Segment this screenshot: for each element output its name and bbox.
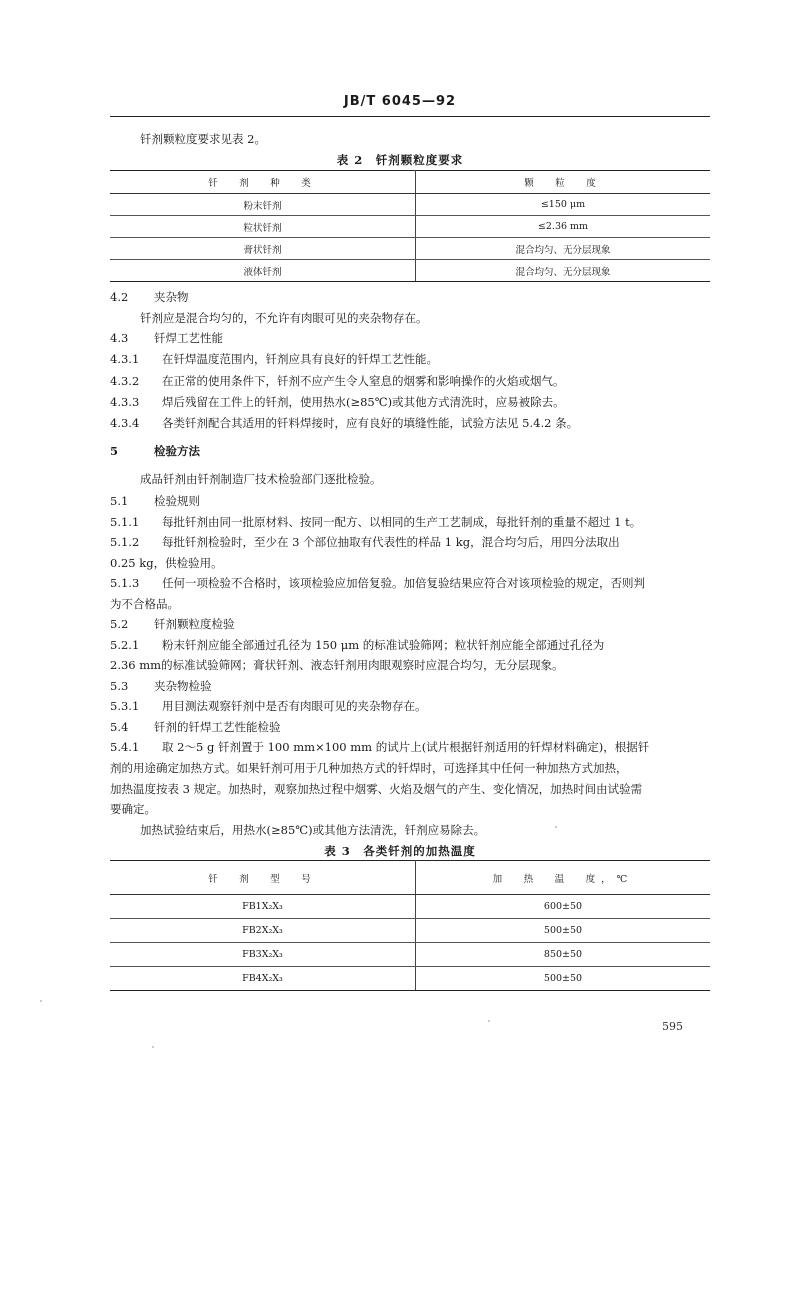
table-row (110, 967, 710, 991)
table-row (110, 238, 710, 260)
section-number: 5.1 (110, 494, 129, 508)
table-cell: 液体钎剂 (110, 260, 416, 282)
clause-text: 粉末钎剂应能全部通过孔径为 150 μm 的标准试验筛网；粒状钎剂应能全部通过孔径为 (162, 638, 605, 652)
section-number: 5 (110, 444, 119, 458)
clause-text: 每批钎剂检验时，至少在 3 个部位抽取有代表性的样品 1 kg，混合均匀后，用四分法取出 (162, 535, 620, 549)
clause-number: 5.1.3 (110, 576, 140, 590)
table-header-cell: 钎 剂 种 类 (110, 171, 416, 194)
table2-intro: 钎剂颗粒度要求见表 2。 (140, 132, 266, 146)
table-header-cell: 颗 粒 度 (416, 171, 711, 194)
section-title: 检验规则 (154, 494, 200, 508)
clause-4-3-3 (110, 395, 565, 410)
clause-4-3-4 (110, 416, 578, 431)
clause-text: 在正常的使用条件下，钎剂不应产生令人窒息的烟雾和影响操作的火焰或烟气。 (162, 374, 565, 388)
section-number: 5.4 (110, 720, 129, 734)
table-row (110, 260, 710, 282)
section-title: 夹杂物检验 (154, 679, 212, 693)
clause-number: 4.3.2 (110, 374, 140, 388)
scan-speck (488, 1020, 490, 1022)
clause-number: 5.1.2 (110, 535, 140, 549)
section-number: 4.3 (110, 331, 129, 345)
section-title: 检验方法 (154, 444, 200, 458)
table-cell: 粒状钎剂 (110, 216, 416, 238)
section-number: 5.2 (110, 617, 129, 631)
page-number: 595 (662, 1020, 683, 1033)
clause-5-4-1-line5: 加热试验结束后，用热水(≥85℃)或其他方法清洗，钎剂应易除去。 (140, 823, 486, 837)
clause-4-3-2 (110, 374, 565, 389)
table-cell: FB3X₂X₃ (110, 943, 416, 967)
clause-5-1-2-line2: 0.25 kg，供检验用。 (110, 556, 223, 570)
clause-text: 每批钎剂由同一批原材料、按同一配方、以相同的生产工艺制成，每批钎剂的重量不超过 1 t。 (162, 515, 642, 529)
section-number: 4.2 (110, 290, 129, 304)
clause-5-1-3-line2: 为不合格品。 (110, 597, 179, 611)
clause-number: 4.3.4 (110, 416, 140, 430)
table-cell: 600±50 (416, 895, 711, 919)
clause-number: 5.3.1 (110, 699, 140, 713)
clause-5-2-1-line1 (110, 638, 604, 653)
scan-speck (40, 1000, 42, 1002)
table3-title: 表 3 各类钎剂的加热温度 (324, 844, 476, 858)
clause-5-4-1-line3: 加热温度按表 3 规定。加热时，观察加热过程中烟雾、火焰及烟气的产生、变化情况，加热时间由试验需 (110, 782, 643, 796)
clause-number: 5.1.1 (110, 515, 140, 529)
table-row (110, 194, 710, 216)
clause-text: 在钎焊温度范围内，钎剂应具有良好的钎焊工艺性能。 (162, 352, 438, 366)
table2 (110, 170, 710, 282)
table-cell: 混合均匀、无分层现象 (416, 238, 711, 260)
table-cell: 500±50 (416, 919, 711, 943)
clause-text: 任何一项检验不合格时，该项检验应加倍复验。加倍复验结果应符合对该项检验的规定，否则判 (162, 576, 645, 590)
clause-number: 4.3.1 (110, 352, 140, 366)
clause-5-4-1-line1 (110, 740, 649, 755)
section-5-text: 成品钎剂由钎剂制造厂技术检验部门逐批检验。 (140, 472, 382, 486)
table-cell: 粉末钎剂 (110, 194, 416, 216)
table-cell: 850±50 (416, 943, 711, 967)
standard-number-header: JB/T 6045—92 (343, 94, 457, 109)
scan-speck (152, 1046, 154, 1048)
section-5-1-heading (110, 494, 200, 509)
clause-5-1-2-line1 (110, 535, 620, 550)
section-5-3-heading (110, 679, 212, 694)
table-cell: 500±50 (416, 967, 711, 991)
clause-5-1-3-line1 (110, 576, 645, 591)
section-4-3-heading (110, 331, 223, 346)
section-4-2-heading (110, 290, 189, 305)
section-5-heading (110, 444, 200, 459)
clause-number: 5.4.1 (110, 740, 140, 754)
table-cell: ≤150 μm (416, 194, 711, 216)
section-4-2-text: 钎剂应是混合均匀的，不允许有肉眼可见的夹杂物存在。 (140, 311, 428, 325)
table-cell: 混合均匀、无分层现象 (416, 260, 711, 282)
section-5-4-heading (110, 720, 281, 735)
table-header-row (110, 861, 710, 895)
clause-5-2-1-line2: 2.36 mm的标准试验筛网；膏状钎剂、液态钎剂用肉眼观察时应混合均匀，无分层现象。 (110, 658, 564, 672)
clause-number: 5.2.1 (110, 638, 140, 652)
table-cell: 膏状钎剂 (110, 238, 416, 260)
section-title: 钎剂的钎焊工艺性能检验 (154, 720, 281, 734)
clause-text: 各类钎剂配合其适用的钎料焊接时，应有良好的填缝性能，试验方法见 5.4.2 条。 (162, 416, 579, 430)
table-cell: FB2X₂X₃ (110, 919, 416, 943)
table-cell: ≤2.36 mm (416, 216, 711, 238)
table-cell: FB4X₂X₃ (110, 967, 416, 991)
clause-5-4-1-line4: 要确定。 (110, 802, 156, 816)
clause-4-3-1 (110, 352, 438, 367)
section-title: 钎焊工艺性能 (154, 331, 223, 345)
table-header-row (110, 171, 710, 194)
clause-5-4-1-line2: 剂的用途确定加热方式。如果钎剂可用于几种加热方式的钎焊时，可选择其中任何一种加热方式加热， (110, 761, 628, 775)
table-row (110, 919, 710, 943)
section-5-2-heading (110, 617, 235, 632)
table2-title: 表 2 钎剂颗粒度要求 (336, 153, 464, 167)
table-header-cell: 钎 剂 型 号 (110, 861, 416, 895)
table-row (110, 216, 710, 238)
clause-text: 取 2～5 g 钎剂置于 100 mm×100 mm 的试片上(试片根据钎剂适用的钎焊材料确定)，根据钎 (162, 740, 650, 754)
scan-speck (555, 826, 557, 828)
clause-5-3-1 (110, 699, 427, 714)
table3 (110, 860, 710, 991)
clause-5-1-1 (110, 515, 641, 530)
clause-text: 用目测法观察钎剂中是否有肉眼可见的夹杂物存在。 (162, 699, 427, 713)
clause-number: 4.3.3 (110, 395, 140, 409)
table-row (110, 943, 710, 967)
table-row (110, 895, 710, 919)
header-rule (110, 116, 710, 117)
section-title: 夹杂物 (154, 290, 189, 304)
section-number: 5.3 (110, 679, 129, 693)
section-title: 钎剂颗粒度检验 (154, 617, 235, 631)
table-header-cell: 加 热 温 度，℃ (416, 861, 711, 895)
clause-text: 焊后残留在工件上的钎剂，使用热水(≥85℃)或其他方式清洗时，应易被除去。 (162, 395, 565, 409)
table-cell: FB1X₂X₃ (110, 895, 416, 919)
